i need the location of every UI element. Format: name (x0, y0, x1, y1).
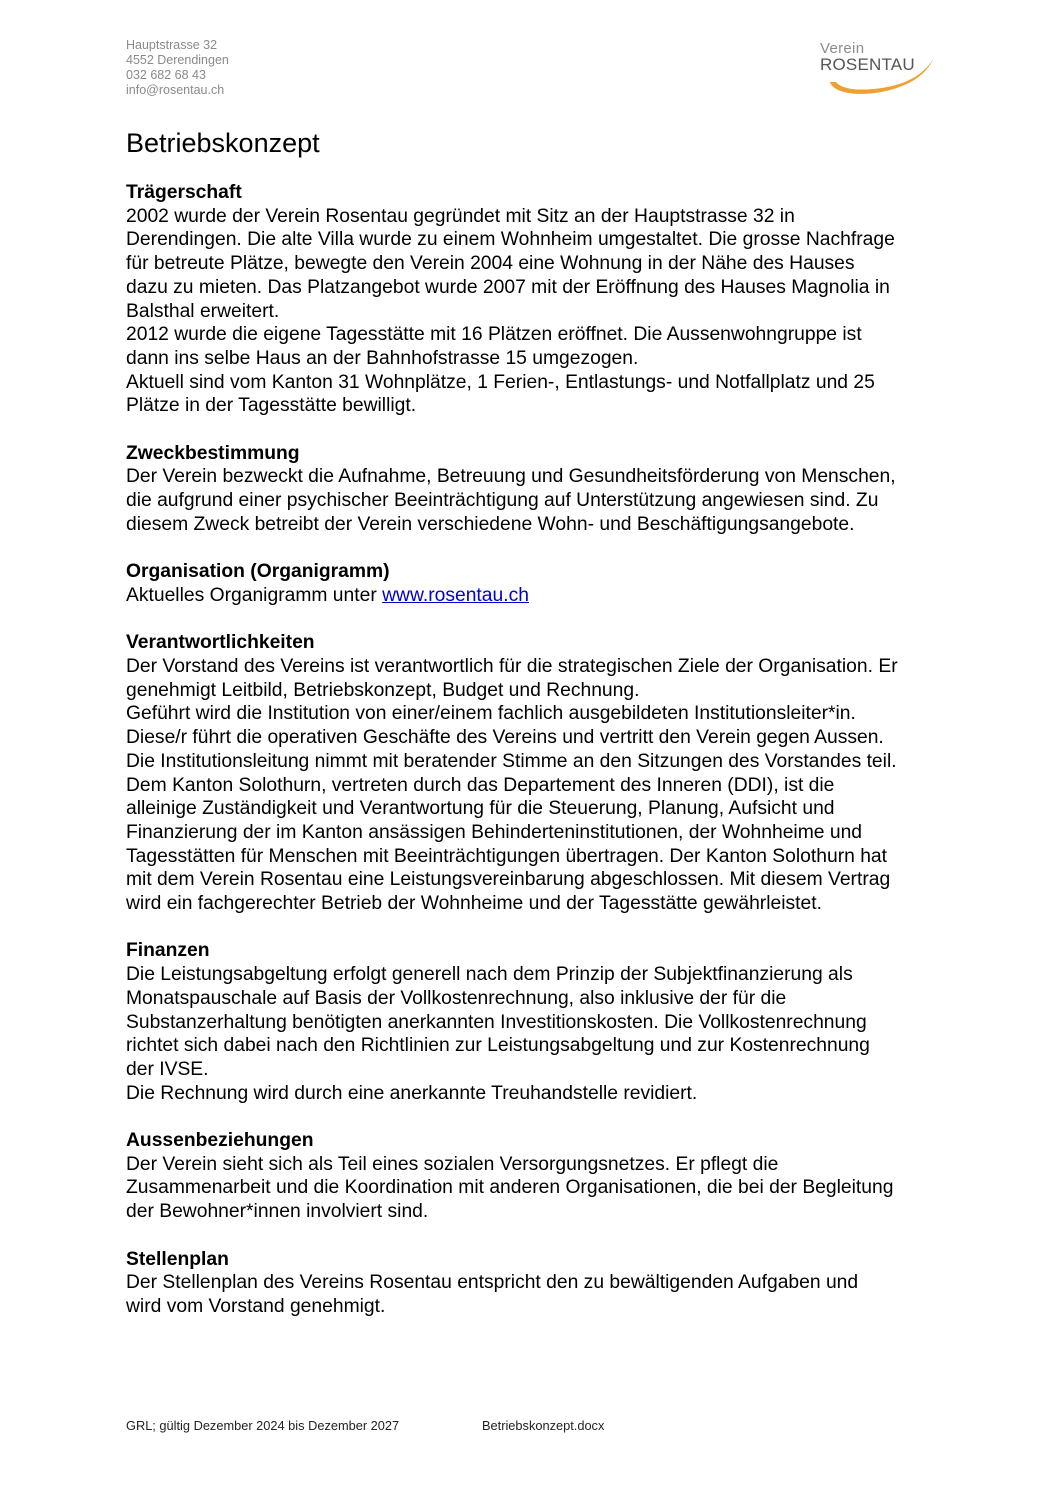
section-verantwortlichkeiten (126, 631, 1006, 915)
website-link[interactable]: www.rosentau.ch (382, 584, 529, 606)
paragraph-line: Der Verein bezweckt die Aufnahme, Betreuung und Gesundheitsförderung von Menschen, (126, 466, 896, 488)
paragraph-line: für betreute Plätze, bewegte den Verein 2004 eine Wohnung in der Nähe des Hauses (126, 253, 855, 275)
paragraph-line: Plätze in der Tagesstätte bewilligt. (126, 395, 417, 417)
paragraph-line: genehmigt Leitbild, Betriebskonzept, Budget und Rechnung. (126, 679, 640, 701)
section-heading: Organisation (Organigramm) (126, 561, 390, 583)
section-heading: Zweckbestimmung (126, 442, 300, 464)
paragraph-line: Derendingen. Die alte Villa wurde zu einem Wohnheim umgestaltet. Die grosse Nachfrage (126, 229, 895, 251)
section-traegerschaft (126, 181, 1006, 418)
section-heading: Stellenplan (126, 1248, 229, 1270)
logo (812, 40, 952, 100)
section-stellenplan (126, 1248, 1006, 1319)
paragraph-line: Balsthal erweitert. (126, 300, 280, 322)
section-finanzen (126, 939, 1006, 1105)
address-street: Hauptstrasse 32 (126, 38, 218, 52)
paragraph-line: Diese/r führt die operativen Geschäfte des Vereins und vertritt den Verein gegen Aussen. (126, 727, 884, 749)
paragraph-line: wird vom Vorstand genehmigt. (126, 1295, 386, 1317)
paragraph-line: Der Stellenplan des Vereins Rosentau entspricht den zu bewältigenden Aufgaben und (126, 1272, 859, 1294)
footer-validity: GRL; gültig Dezember 2024 bis Dezember 2027 (126, 1418, 400, 1433)
paragraph-line: 2012 wurde die eigene Tagesstätte mit 16 Plätzen eröffnet. Die Aussenwohngruppe ist (126, 324, 862, 346)
page-footer (126, 1418, 605, 1433)
organigramm-text: Aktuelles Organigramm unter (126, 584, 383, 606)
section-organisation (126, 560, 1006, 607)
section-heading: Verantwortlichkeiten (126, 632, 315, 654)
paragraph-line: diesem Zweck betreibt der Verein verschiedene Wohn- und Beschäftigungsangebote. (126, 513, 855, 535)
address-phone: 032 682 68 43 (126, 68, 206, 82)
paragraph-line: Die Rechnung wird durch eine anerkannte Treuhandstelle revidiert. (126, 1082, 698, 1104)
logo-swoosh-icon (812, 40, 952, 100)
paragraph-line: Tagesstätten für Menschen mit Beeinträchtigungen übertragen. Der Kanton Solothurn hat (126, 845, 888, 867)
paragraph-line: Der Verein sieht sich als Teil eines sozialen Versorgungsnetzes. Er pflegt die (126, 1153, 779, 1175)
address-email: info@rosentau.ch (126, 83, 225, 97)
section-heading: Finanzen (126, 940, 210, 962)
paragraph-line: wird ein fachgerechter Betrieb der Wohnheime und der Tagesstätte gewährleistet. (126, 893, 822, 915)
paragraph-line: dazu zu mieten. Das Platzangebot wurde 2007 mit der Eröffnung des Hauses Magnolia in (126, 276, 890, 298)
paragraph-line: Monatspauschale auf Basis der Vollkostenrechnung, also inklusive der für die (126, 987, 787, 1009)
paragraph-line: der Bewohner*innen involviert sind. (126, 1201, 429, 1223)
section-zweckbestimmung (126, 442, 1006, 537)
paragraph-line: Zusammenarbeit und die Koordination mit anderen Organisationen, die bei der Begleitung (126, 1177, 894, 1199)
paragraph-line: mit dem Verein Rosentau eine Leistungsvereinbarung abgeschlossen. Mit diesem Vertrag (126, 869, 891, 891)
paragraph-line: Dem Kanton Solothurn, vertreten durch das Departement des Inneren (DDI), ist die (126, 774, 835, 796)
paragraph-line: die aufgrund einer psychischer Beeinträchtigung auf Unterstützung angewiesen sind. Zu (126, 490, 879, 512)
section-heading: Trägerschaft (126, 182, 242, 203)
logo-line1: Verein (820, 40, 865, 57)
page-title: Betriebskonzept (126, 128, 320, 158)
paragraph-line: dann ins selbe Haus an der Bahnhofstrasse 15 umgezogen. (126, 347, 639, 369)
logo-line2: ROSENTAU (820, 55, 915, 74)
paragraph-line: Aktuell sind vom Kanton 31 Wohnplätze, 1 Ferien-, Entlastungs- und Notfallplatz und 25 (126, 371, 875, 393)
paragraph-line: Geführt wird die Institution von einer/einem fachlich ausgebildeten Institutionsleiter*in. (126, 703, 856, 725)
address-city: 4552 Derendingen (126, 53, 229, 67)
sender-address (126, 38, 229, 98)
section-heading: Aussenbeziehungen (126, 1130, 314, 1152)
paragraph-line: richtet sich dabei nach den Richtlinien zur Leistungsabgeltung und zur Kostenrechnung (126, 1035, 870, 1057)
paragraph-line: alleinige Zuständigkeit und Verantwortung für die Steuerung, Planung, Aufsicht und (126, 798, 835, 820)
document-body (126, 181, 1006, 1342)
section-aussenbeziehungen (126, 1129, 1006, 1224)
paragraph-line (126, 584, 1006, 608)
paragraph-line: Finanzierung der im Kanton ansässigen Behinderteninstitutionen, der Wohnheime und (126, 821, 863, 843)
paragraph-line: 2002 wurde der Verein Rosentau gegründet mit Sitz an der Hauptstrasse 32 in (126, 205, 795, 227)
paragraph-line: Die Institutionsleitung nimmt mit beratender Stimme an den Sitzungen des Vorstandes teil. (126, 750, 897, 772)
paragraph-line: Substanzerhaltung benötigten anerkannten Investitionskosten. Die Vollkostenrechnung (126, 1011, 867, 1033)
paragraph-line: der IVSE. (126, 1058, 209, 1080)
paragraph-line: Die Leistungsabgeltung erfolgt generell nach dem Prinzip der Subjektfinanzierung als (126, 964, 853, 986)
footer-filename: Betriebskonzept.docx (482, 1418, 605, 1433)
paragraph-line: Der Vorstand des Vereins ist verantwortlich für die strategischen Ziele der Organisation. Er (126, 656, 898, 678)
